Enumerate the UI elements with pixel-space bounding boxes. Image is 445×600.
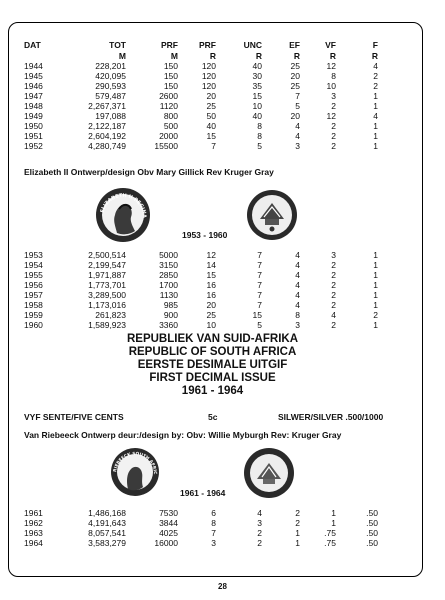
value-cell: 197,088 [95,111,126,121]
col-header: PRF [161,40,178,50]
value-cell: 985 [163,300,178,310]
value-cell: 15 [206,270,216,280]
year-cell: 1956 [24,280,43,290]
year-cell: 1947 [24,91,43,101]
value-cell: 228,201 [95,61,126,71]
value-cell: 4 [295,280,300,290]
value-cell: 800 [163,111,178,121]
value-cell: 4,280,749 [88,141,126,151]
coin2-legend: RIEBEECK SOUTH AFRIC [113,451,158,475]
value-cell: 4025 [159,528,178,538]
value-cell: 35 [252,81,262,91]
value-cell: 7 [257,300,262,310]
value-cell: 12 [206,250,216,260]
value-cell: 4 [373,111,378,121]
value-cell: 4 [331,310,336,320]
year-cell: 1960 [24,320,43,330]
value-cell: 2 [331,121,336,131]
value-cell: 50 [206,111,216,121]
value-cell: 8 [257,121,262,131]
col-header: TOT [109,40,126,50]
value-cell: 2 [331,260,336,270]
value-cell: 3360 [159,320,178,330]
value-cell: 1 [373,101,378,111]
table-row [24,141,378,151]
value-cell: 8 [331,71,336,81]
col-subheader: R [209,50,216,61]
col-header: UNC [243,40,262,50]
section-heading [0,333,425,398]
year-cell: 1958 [24,300,43,310]
value-cell: 30 [252,71,262,81]
value-cell: 1,773,701 [88,280,126,290]
value-cell: 420,095 [95,71,126,81]
value-cell: 20 [290,71,300,81]
value-cell: 1 [373,131,378,141]
value-cell: 7 [295,91,300,101]
table-row [24,71,378,81]
value-cell: 3 [331,250,336,260]
value-cell: 5000 [159,250,178,260]
year-cell: 1945 [24,71,43,81]
value-cell: 4 [295,300,300,310]
value-cell: 2 [373,81,378,91]
year-cell: 1962 [24,518,43,528]
value-cell: 10 [252,101,262,111]
year-cell: 1953 [24,250,43,260]
table-row [24,518,378,528]
metal-fineness: SILWER/SILVER .500/1000 [278,412,384,422]
coin-obverse-van-riebeeck-icon [110,447,160,497]
value-cell: 3150 [159,260,178,270]
value-cell: 7 [211,141,216,151]
value-cell: 40 [206,121,216,131]
table-row [24,260,378,270]
value-cell: 3 [257,518,262,528]
value-cell: 1,486,168 [88,508,126,518]
mintage-table-1953-1960 [24,250,378,330]
value-cell: 4 [295,121,300,131]
value-cell: 2 [331,300,336,310]
year-cell: 1963 [24,528,43,538]
value-cell: 1 [373,270,378,280]
table-row [24,310,378,320]
value-cell: 8 [257,131,262,141]
value-cell: 7 [257,260,262,270]
value-cell: 8 [295,310,300,320]
years-label-1953-1960: 1953 - 1960 [182,230,228,240]
value-cell: 1 [373,320,378,330]
value-cell: 2 [373,71,378,81]
value-cell: 1 [373,141,378,151]
value-cell: 15 [206,131,216,141]
year-cell: 1954 [24,260,43,270]
value-cell: 12 [326,61,336,71]
value-cell: 2 [295,508,300,518]
value-cell: 2600 [159,91,178,101]
value-cell: 8,057,541 [88,528,126,538]
value-cell: 15 [252,91,262,101]
value-cell: 2 [331,290,336,300]
value-cell: 261,823 [95,310,126,320]
col-subheader [24,51,60,62]
value-cell: 2,604,192 [88,131,126,141]
table-row [24,290,378,300]
value-cell: 1,589,923 [88,320,126,330]
col-subheader: R [329,50,336,61]
mintage-table-1944-1952 [24,40,378,151]
value-cell: 10 [326,81,336,91]
value-cell: 7 [257,280,262,290]
value-cell: 2,199,547 [88,260,126,270]
value-cell: 3 [211,538,216,548]
value-cell: 15500 [154,141,178,151]
table-row [24,101,378,111]
value-cell: 1 [331,508,336,518]
year-cell: 1950 [24,121,43,131]
table-row [24,300,378,310]
col-header: VF [325,40,336,50]
value-cell: 10 [206,320,216,330]
year-cell: 1944 [24,61,43,71]
value-cell: 2 [331,141,336,151]
value-cell: 150 [163,61,178,71]
value-cell: 2,122,187 [88,121,126,131]
year-cell: 1948 [24,101,43,111]
coin-obverse-elizabeth-icon [95,187,151,243]
year-cell: 1952 [24,141,43,151]
value-cell: 1 [373,121,378,131]
year-cell: 1964 [24,538,43,548]
table-header-row [24,40,378,51]
col-header: DAT [24,40,41,50]
table-row [24,111,378,121]
value-cell: 120 [201,71,216,81]
value-cell: 16 [206,280,216,290]
col-header: EF [289,40,300,50]
value-cell: 12 [326,111,336,121]
value-cell: 2 [331,320,336,330]
col-header: PRF [199,40,216,50]
heading-line-2: REPUBLIC OF SOUTH AFRICA [128,346,297,358]
design-caption-elizabeth: Elizabeth II Ontwerp/design Obv Mary Gillick Rev Kruger Gray [24,167,274,177]
table-row [24,250,378,260]
value-cell: 1 [373,280,378,290]
value-cell: 1 [295,528,300,538]
design-caption-van-riebeeck: Van Riebeeck Ontwerp deur:/design by: Obv: Willie Myburgh Rev: Kruger Gray [24,430,342,440]
value-cell: 4 [373,61,378,71]
table-row [24,91,378,101]
value-cell: 2 [257,528,262,538]
value-cell: 15 [252,310,262,320]
coin-reverse-protea-icon [246,189,298,241]
value-cell: 1700 [159,280,178,290]
table-row [24,508,378,518]
value-cell: 1 [295,538,300,548]
table-row [24,280,378,290]
table-row [24,61,378,71]
value-cell: 2 [295,518,300,528]
value-cell: 4 [295,250,300,260]
value-cell: 4 [295,290,300,300]
value-cell: 8 [211,518,216,528]
value-cell: 579,487 [95,91,126,101]
heading-line-5: 1961 - 1964 [181,385,244,397]
value-cell: 25 [206,310,216,320]
value-cell: .50 [366,528,378,538]
year-cell: 1949 [24,111,43,121]
denomination-value: 5c [208,412,218,422]
value-cell: 5 [295,101,300,111]
value-cell: 40 [252,111,262,121]
value-cell: .50 [366,508,378,518]
value-cell: 7 [211,528,216,538]
value-cell: 3,289,500 [88,290,126,300]
value-cell: 150 [163,71,178,81]
value-cell: 1120 [159,101,178,111]
value-cell: 16000 [154,538,178,548]
value-cell: 290,593 [95,81,126,91]
col-subheader: R [255,50,262,61]
page-number: 28 [218,582,227,591]
value-cell: 1,971,887 [88,270,126,280]
value-cell: 2 [373,310,378,320]
value-cell: .75 [324,528,336,538]
denomination-name: VYF SENTE/FIVE CENTS [24,412,124,422]
value-cell: 3 [295,320,300,330]
value-cell: 4 [257,508,262,518]
col-header: F [372,40,378,50]
value-cell: 500 [163,121,178,131]
year-cell: 1946 [24,81,43,91]
value-cell: 3844 [159,518,178,528]
col-subheader: M [170,50,178,61]
value-cell: 1130 [159,290,178,300]
value-cell: 1 [331,518,336,528]
value-cell: 7530 [159,508,178,518]
value-cell: 150 [163,81,178,91]
table-row [24,538,378,548]
value-cell: 2 [331,131,336,141]
value-cell: 3 [295,141,300,151]
year-cell: 1959 [24,310,43,320]
value-cell: 3,583,279 [88,538,126,548]
value-cell: 2 [257,538,262,548]
value-cell: 2,267,371 [88,101,126,111]
heading-line-4: FIRST DECIMAL ISSUE [149,372,276,384]
value-cell: 3 [331,91,336,101]
table-row [24,131,378,141]
years-label-1961-1964: 1961 - 1964 [180,488,226,498]
value-cell: 5 [257,320,262,330]
value-cell: 5 [257,141,262,151]
value-cell: 7 [257,270,262,280]
value-cell: 2 [331,101,336,111]
value-cell: 20 [206,300,216,310]
value-cell: 4,191,643 [88,518,126,528]
value-cell: 1,173,016 [88,300,126,310]
value-cell: 25 [290,81,300,91]
value-cell: 1 [373,290,378,300]
table-row [24,270,378,280]
coin-reverse-5c-icon [243,447,295,499]
value-cell: 40 [252,61,262,71]
table-subheader-row [24,51,378,62]
value-cell: 1 [373,260,378,270]
value-cell: 25 [290,61,300,71]
value-cell: 120 [201,81,216,91]
value-cell: 900 [163,310,178,320]
value-cell: 4 [295,260,300,270]
value-cell: 7 [257,290,262,300]
value-cell: 7 [257,250,262,260]
value-cell: 2000 [159,131,178,141]
value-cell: 20 [290,111,300,121]
value-cell: 4 [295,270,300,280]
value-cell: 120 [201,61,216,71]
col-subheader: R [371,50,378,61]
value-cell: 14 [206,260,216,270]
col-subheader: R [293,50,300,61]
value-cell: 20 [206,91,216,101]
year-cell: 1951 [24,131,43,141]
year-cell: 1957 [24,290,43,300]
value-cell: 6 [211,508,216,518]
value-cell: .75 [324,538,336,548]
value-cell: 4 [295,131,300,141]
value-cell: 1 [373,300,378,310]
year-cell: 1961 [24,508,43,518]
table-row [24,81,378,91]
value-cell: 1 [373,91,378,101]
year-cell: 1955 [24,270,43,280]
value-cell: .50 [366,538,378,548]
value-cell: 2 [331,280,336,290]
value-cell: .50 [366,518,378,528]
coin1-legend: ELIZABETH II REGINA [99,192,148,219]
value-cell: 1 [373,250,378,260]
value-cell: 2,500,514 [88,250,126,260]
heading-line-1: REPUBLIEK VAN SUID-AFRIKA [126,333,298,345]
value-cell: 25 [206,101,216,111]
value-cell: 16 [206,290,216,300]
table-row [24,528,378,538]
table-row [24,320,378,330]
mintage-table-1961-1964 [24,508,378,548]
col-subheader: M [118,50,126,61]
value-cell: 2850 [159,270,178,280]
table-row [24,121,378,131]
heading-line-3: EERSTE DESIMALE UITGIF [137,359,288,371]
value-cell: 2 [331,270,336,280]
